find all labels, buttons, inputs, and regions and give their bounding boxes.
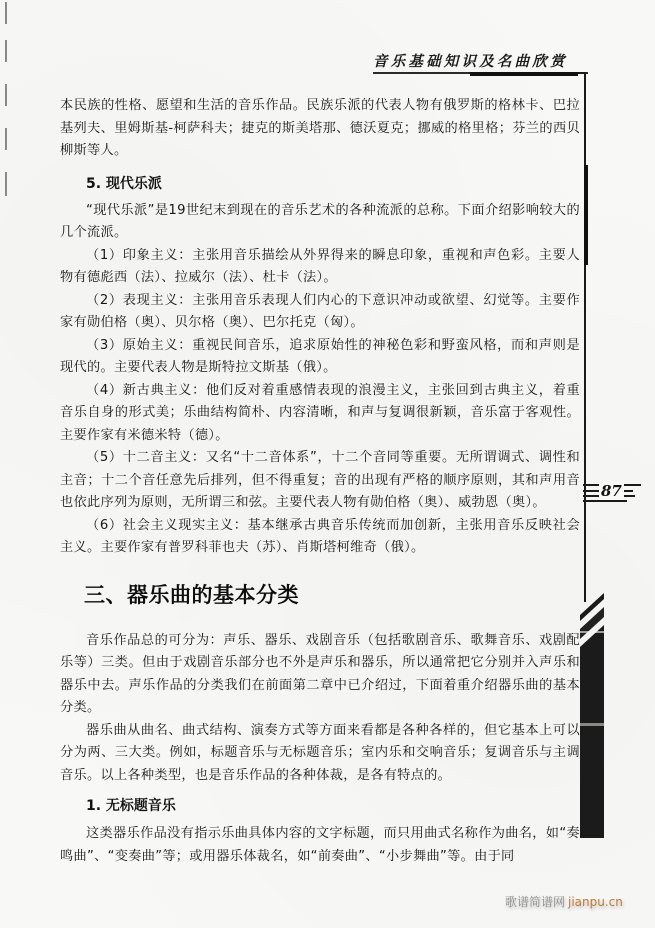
- running-head-title: 音乐基础知识及名曲欣赏: [373, 53, 568, 70]
- chapter-heading: 三、器乐曲的基本分类: [84, 582, 299, 607]
- binding-mark: [5, 2, 7, 24]
- chapter-paragraph: 器乐曲从曲名、曲式结构、演奏方式等方面来看都是各种各样的，但它基本上可以分为两、三大类。例如，标题音乐与无标题音乐；室内乐和交响音乐；复调音乐与主调音乐。以上各种类型，也是音乐作品的各种体裁，是各有特点的。: [60, 722, 580, 783]
- opening-paragraph: 本民族的性格、愿望和生活的音乐作品。民族乐派的代表人物有俄罗斯的格林卡、巴拉基列夫、里姆斯基-柯萨科夫；捷克的斯美塔那、德沃夏克；挪威的格里格；芬兰的西贝柳斯等人。: [60, 98, 580, 158]
- list-item-neoclassicism: （4）新古典主义：他们反对着重感情表现的浪漫主义，主张回到古典主义，着重音乐自身的形式美；乐曲结构简朴、内容清晰，和声与复调很新颖，音乐富于客观性。主要作家有米德米特（德）。: [60, 382, 580, 443]
- page-number-line: [583, 500, 627, 502]
- right-margin-rule-accent: [584, 165, 588, 265]
- page-content: [60, 95, 580, 868]
- binding-mark: [5, 172, 7, 196]
- page-number-tab: [583, 482, 655, 502]
- binding-mark: [5, 128, 7, 150]
- section-intro: “现代乐派”是19世纪末到现在的音乐艺术的各种流派的总称。下面介绍影响较大的几个流派。: [60, 202, 580, 240]
- watermark-site-name: 歌谱简谱网: [505, 895, 566, 909]
- list-item-impressionism: （1）印象主义：主张用音乐描绘从外界得来的瞬息印象，重视和声色彩。主要人物有德彪西（法）、拉威尔（法）、杜卡（法）。: [60, 247, 580, 285]
- binding-mark: [5, 84, 7, 106]
- list-item-expressionism: （2）表现主义：主张用音乐表现人们内心的下意识冲动或欲望、幻觉等。主要作家有勋伯格（奥）、贝尔格（奥）、巴尔托克（匈）。: [60, 292, 580, 330]
- watermark-url: jianpu.cn: [568, 895, 623, 909]
- list-item-twelve-tone: （5）十二音主义：又名“十二音体系”，十二个音同等重要。无所谓调式、调性和主音；十二个音任意先后排列，但不得重复；音的出现有严格的顺序原则，其和声用音也依此序列为原则，无所谓三和弦。主要代表人物有勋伯格（奥）、威勃恩（奥）。: [60, 450, 580, 510]
- subsection-paragraph: 这类器乐作品没有指示乐曲具体内容的文字标题，而只用曲式名称作为曲名，如“奏鸣曲”、“变奏曲”等；或用器乐体裁名，如“前奏曲”、“小步舞曲”等。由于同: [60, 826, 580, 864]
- page-number: 87: [601, 482, 622, 500]
- section-heading-modern-school: 5. 现代乐派: [86, 175, 162, 192]
- list-item-primitivism: （3）原始主义：重视民间音乐，追求原始性的神秘色彩和野蛮风格，而和声则是现代的。主要代表人物是斯特拉文斯基（俄）。: [60, 337, 580, 375]
- chapter-paragraph: 音乐作品总的可分为：声乐、器乐、戏剧音乐（包括歌剧音乐、歌舞音乐、戏剧配乐等）三类。但由于戏剧音乐部分也不外是声乐和器乐，所以通常把它分别并入声乐和器乐中去。声乐作品的分类我们在前面第二章中已介绍过，下面着重介绍器乐曲的基本分类。: [60, 632, 580, 715]
- right-margin-rule: [584, 72, 586, 602]
- list-item-socialist-realism: （6）社会主义现实主义：基本继承古典音乐传统而加创新，主张用音乐反映社会主义。主要作家有普罗科菲也夫（苏）、肖斯塔柯维奇（俄）。: [60, 517, 580, 555]
- decorative-stripe-block: [580, 593, 604, 838]
- subsection-heading-absolute-music: 1. 无标题音乐: [86, 798, 176, 814]
- header-rule-accent: [470, 72, 578, 76]
- binding-mark: [5, 40, 7, 62]
- watermark: [505, 893, 623, 910]
